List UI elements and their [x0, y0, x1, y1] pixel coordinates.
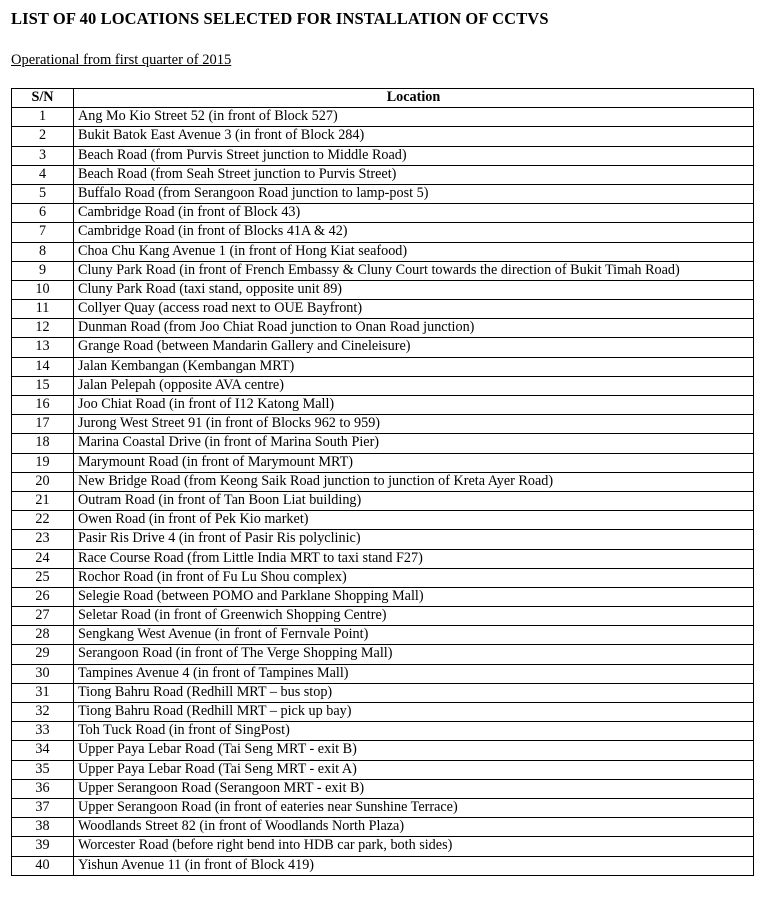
row-sn: 8 [12, 242, 74, 261]
table-row [12, 626, 754, 645]
row-sn: 38 [12, 818, 74, 837]
table-row [12, 683, 754, 702]
row-sn: 14 [12, 357, 74, 376]
row-sn: 15 [12, 376, 74, 395]
row-location: Tiong Bahru Road (Redhill MRT – pick up bay) [74, 703, 754, 722]
row-location: Upper Paya Lebar Road (Tai Seng MRT - exit A) [74, 760, 754, 779]
document-title: LIST OF 40 LOCATIONS SELECTED FOR INSTALLATION OF CCTVS [11, 9, 549, 28]
row-sn: 17 [12, 415, 74, 434]
table-body [12, 108, 754, 876]
table-row [12, 607, 754, 626]
table-row [12, 741, 754, 760]
row-sn: 23 [12, 530, 74, 549]
row-location: Outram Road (in front of Tan Boon Liat building) [74, 491, 754, 510]
table-row [12, 511, 754, 530]
table-row [12, 434, 754, 453]
table-row [12, 415, 754, 434]
table-row [12, 453, 754, 472]
row-location: Dunman Road (from Joo Chiat Road junction to Onan Road junction) [74, 319, 754, 338]
row-location: Rochor Road (in front of Fu Lu Shou complex) [74, 568, 754, 587]
row-sn: 37 [12, 798, 74, 817]
row-sn: 19 [12, 453, 74, 472]
column-header-location: Location [74, 89, 754, 108]
table-row [12, 587, 754, 606]
row-location: Toh Tuck Road (in front of SingPost) [74, 722, 754, 741]
table-row [12, 818, 754, 837]
row-sn: 12 [12, 319, 74, 338]
row-sn: 40 [12, 856, 74, 875]
table-row [12, 549, 754, 568]
row-sn: 1 [12, 108, 74, 127]
table-row [12, 396, 754, 415]
row-sn: 30 [12, 664, 74, 683]
row-location: Yishun Avenue 11 (in front of Block 419) [74, 856, 754, 875]
row-sn: 39 [12, 837, 74, 856]
row-location: Owen Road (in front of Pek Kio market) [74, 511, 754, 530]
table-header-row [12, 89, 754, 108]
row-location: Pasir Ris Drive 4 (in front of Pasir Ris polyclinic) [74, 530, 754, 549]
row-location: Jalan Kembangan (Kembangan MRT) [74, 357, 754, 376]
row-sn: 27 [12, 607, 74, 626]
table-row [12, 779, 754, 798]
row-location: Woodlands Street 82 (in front of Woodlands North Plaza) [74, 818, 754, 837]
table-row [12, 261, 754, 280]
row-location: Bukit Batok East Avenue 3 (in front of Block 284) [74, 127, 754, 146]
row-sn: 3 [12, 146, 74, 165]
row-location: Race Course Road (from Little India MRT to taxi stand F27) [74, 549, 754, 568]
table-row [12, 376, 754, 395]
table-row [12, 530, 754, 549]
row-sn: 11 [12, 300, 74, 319]
table-row [12, 184, 754, 203]
row-location: Sengkang West Avenue (in front of Fernvale Point) [74, 626, 754, 645]
row-sn: 29 [12, 645, 74, 664]
row-location: Choa Chu Kang Avenue 1 (in front of Hong Kiat seafood) [74, 242, 754, 261]
row-location: Upper Serangoon Road (Serangoon MRT - exit B) [74, 779, 754, 798]
row-sn: 4 [12, 165, 74, 184]
locations-table [11, 88, 754, 876]
row-location: Selegie Road (between POMO and Parklane Shopping Mall) [74, 587, 754, 606]
table-row [12, 472, 754, 491]
row-sn: 16 [12, 396, 74, 415]
row-sn: 34 [12, 741, 74, 760]
row-location: Cambridge Road (in front of Blocks 41A & 42) [74, 223, 754, 242]
table-row [12, 280, 754, 299]
row-location: Cluny Park Road (in front of French Embassy & Cluny Court towards the direction of Bukit Timah Road) [74, 261, 754, 280]
row-location: Beach Road (from Purvis Street junction to Middle Road) [74, 146, 754, 165]
table-row [12, 703, 754, 722]
table-row [12, 722, 754, 741]
table-row [12, 664, 754, 683]
row-sn: 31 [12, 683, 74, 702]
row-sn: 32 [12, 703, 74, 722]
row-sn: 36 [12, 779, 74, 798]
row-location: Collyer Quay (access road next to OUE Bayfront) [74, 300, 754, 319]
row-sn: 2 [12, 127, 74, 146]
table-row [12, 568, 754, 587]
row-sn: 24 [12, 549, 74, 568]
row-sn: 7 [12, 223, 74, 242]
row-location: Tiong Bahru Road (Redhill MRT – bus stop) [74, 683, 754, 702]
row-location: New Bridge Road (from Keong Saik Road junction to junction of Kreta Ayer Road) [74, 472, 754, 491]
row-sn: 6 [12, 204, 74, 223]
table-row [12, 837, 754, 856]
row-sn: 10 [12, 280, 74, 299]
row-location: Ang Mo Kio Street 52 (in front of Block 527) [74, 108, 754, 127]
row-location: Serangoon Road (in front of The Verge Shopping Mall) [74, 645, 754, 664]
row-location: Tampines Avenue 4 (in front of Tampines Mall) [74, 664, 754, 683]
row-location: Worcester Road (before right bend into HDB car park, both sides) [74, 837, 754, 856]
table-row [12, 165, 754, 184]
table-row [12, 300, 754, 319]
row-location: Grange Road (between Mandarin Gallery and Cineleisure) [74, 338, 754, 357]
row-sn: 5 [12, 184, 74, 203]
row-location: Joo Chiat Road (in front of I12 Katong Mall) [74, 396, 754, 415]
document-subtitle: Operational from first quarter of 2015 [11, 52, 232, 68]
row-sn: 21 [12, 491, 74, 510]
row-location: Marymount Road (in front of Marymount MRT) [74, 453, 754, 472]
table-row [12, 242, 754, 261]
row-location: Buffalo Road (from Serangoon Road junction to lamp-post 5) [74, 184, 754, 203]
row-sn: 20 [12, 472, 74, 491]
row-sn: 28 [12, 626, 74, 645]
row-location: Jurong West Street 91 (in front of Blocks 962 to 959) [74, 415, 754, 434]
row-sn: 33 [12, 722, 74, 741]
row-sn: 26 [12, 587, 74, 606]
row-location: Seletar Road (in front of Greenwich Shopping Centre) [74, 607, 754, 626]
table-row [12, 856, 754, 875]
table-row [12, 223, 754, 242]
row-location: Beach Road (from Seah Street junction to Purvis Street) [74, 165, 754, 184]
row-sn: 25 [12, 568, 74, 587]
table-row [12, 319, 754, 338]
table-row [12, 146, 754, 165]
row-sn: 13 [12, 338, 74, 357]
row-location: Jalan Pelepah (opposite AVA centre) [74, 376, 754, 395]
table-row [12, 491, 754, 510]
row-sn: 35 [12, 760, 74, 779]
row-location: Upper Serangoon Road (in front of eateries near Sunshine Terrace) [74, 798, 754, 817]
table-row [12, 338, 754, 357]
row-sn: 22 [12, 511, 74, 530]
table-row [12, 204, 754, 223]
table-row [12, 108, 754, 127]
row-location: Cambridge Road (in front of Block 43) [74, 204, 754, 223]
row-location: Cluny Park Road (taxi stand, opposite unit 89) [74, 280, 754, 299]
row-sn: 18 [12, 434, 74, 453]
table-row [12, 645, 754, 664]
row-location: Upper Paya Lebar Road (Tai Seng MRT - exit B) [74, 741, 754, 760]
row-location: Marina Coastal Drive (in front of Marina South Pier) [74, 434, 754, 453]
table-row [12, 760, 754, 779]
table-row [12, 798, 754, 817]
table-row [12, 127, 754, 146]
table-row [12, 357, 754, 376]
row-sn: 9 [12, 261, 74, 280]
column-header-sn: S/N [12, 89, 74, 108]
